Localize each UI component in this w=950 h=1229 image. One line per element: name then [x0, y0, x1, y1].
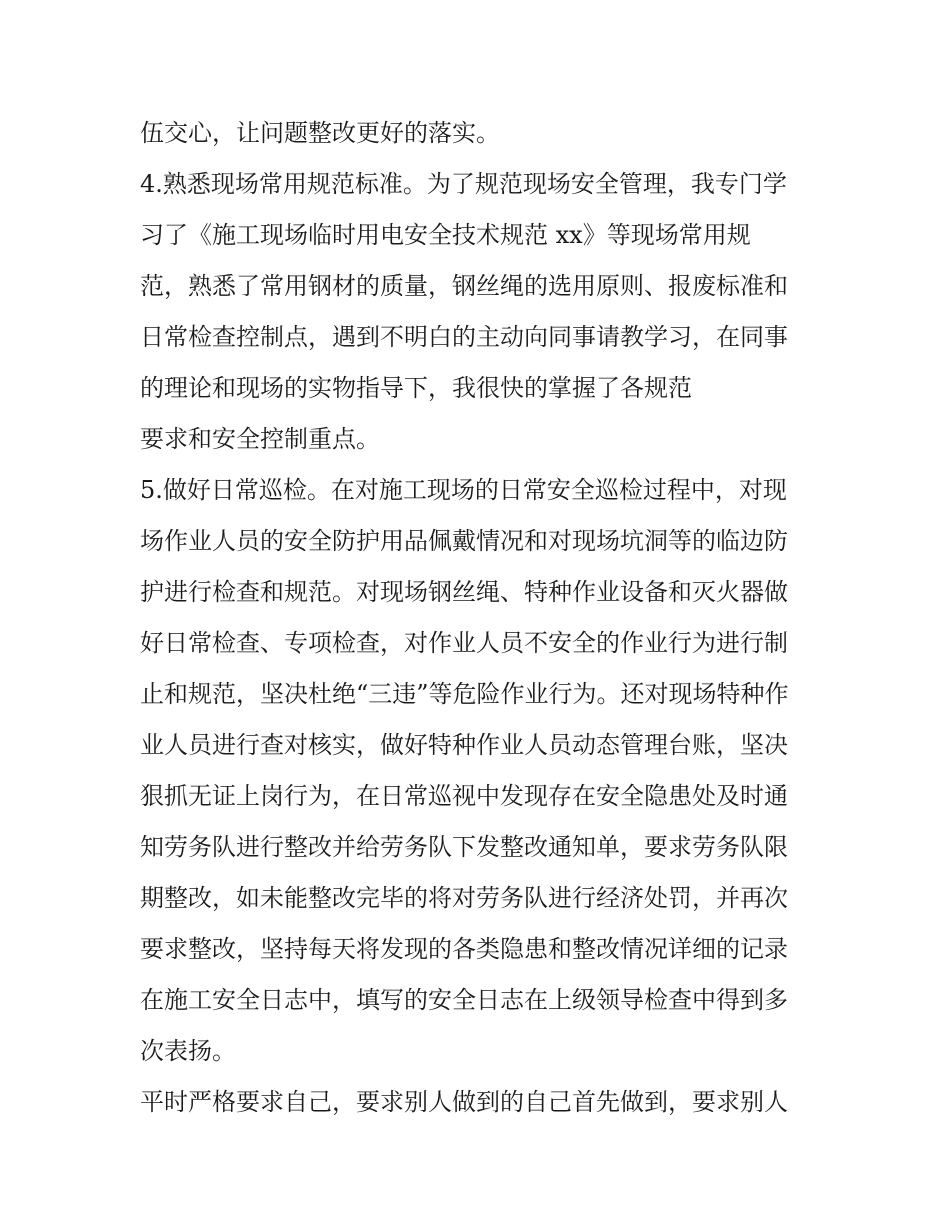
text-line: 伍交心，让问题整改更好的落实。: [140, 119, 500, 147]
text-line: 好日常检查、专项检查，对作业人员不安全的作业行为进行制: [140, 629, 788, 657]
text-line: 要求整改，坚持每天将发现的各类隐患和整改情况详细的记录: [140, 935, 788, 963]
text-line: 护进行检查和规范。对现场钢丝绳、特种作业设备和灭火器做: [140, 578, 788, 606]
document-body: [140, 108, 840, 1128]
text-line: 要求和安全控制重点。: [140, 425, 380, 453]
text-line: 狠抓无证上岗行为，在日常巡视中发现存在安全隐患处及时通: [140, 782, 788, 810]
text-line: 平时严格要求自己，要求别人做到的自己首先做到，要求别人: [140, 1088, 788, 1116]
text-line: 在施工安全日志中，填写的安全日志在上级领导检查中得到多: [140, 986, 788, 1014]
text-line: 场作业人员的安全防护用品佩戴情况和对现场坑洞等的临边防: [140, 527, 788, 555]
text-line: 习了《施工现场临时用电安全技术规范 xx》等现场常用规: [140, 221, 751, 249]
text-line: 5.做好日常巡检。在对施工现场的日常安全巡检过程中，对现: [140, 476, 787, 504]
text-line: 日常检查控制点，遇到不明白的主动向同事请教学习，在同事: [140, 323, 788, 351]
text-line: 期整改，如未能整改完毕的将对劳务队进行经济处罚，并再次: [140, 884, 788, 912]
text-line: 次表扬。: [140, 1037, 236, 1065]
text-line: 止和规范，坚决杜绝“三违”等危险作业行为。还对现场特种作: [140, 680, 789, 708]
text-line: 范，熟悉了常用钢材的质量，钢丝绳的选用原则、报废标准和: [140, 272, 788, 300]
text-line: 4.熟悉现场常用规范标准。为了规范现场安全管理，我专门学: [140, 170, 787, 198]
text-line: 业人员进行查对核实，做好特种作业人员动态管理台账，坚决: [140, 731, 788, 759]
text-line: 的理论和现场的实物指导下，我很快的掌握了各规范: [140, 374, 692, 402]
text-line: 知劳务队进行整改并给劳务队下发整改通知单，要求劳务队限: [140, 833, 788, 861]
